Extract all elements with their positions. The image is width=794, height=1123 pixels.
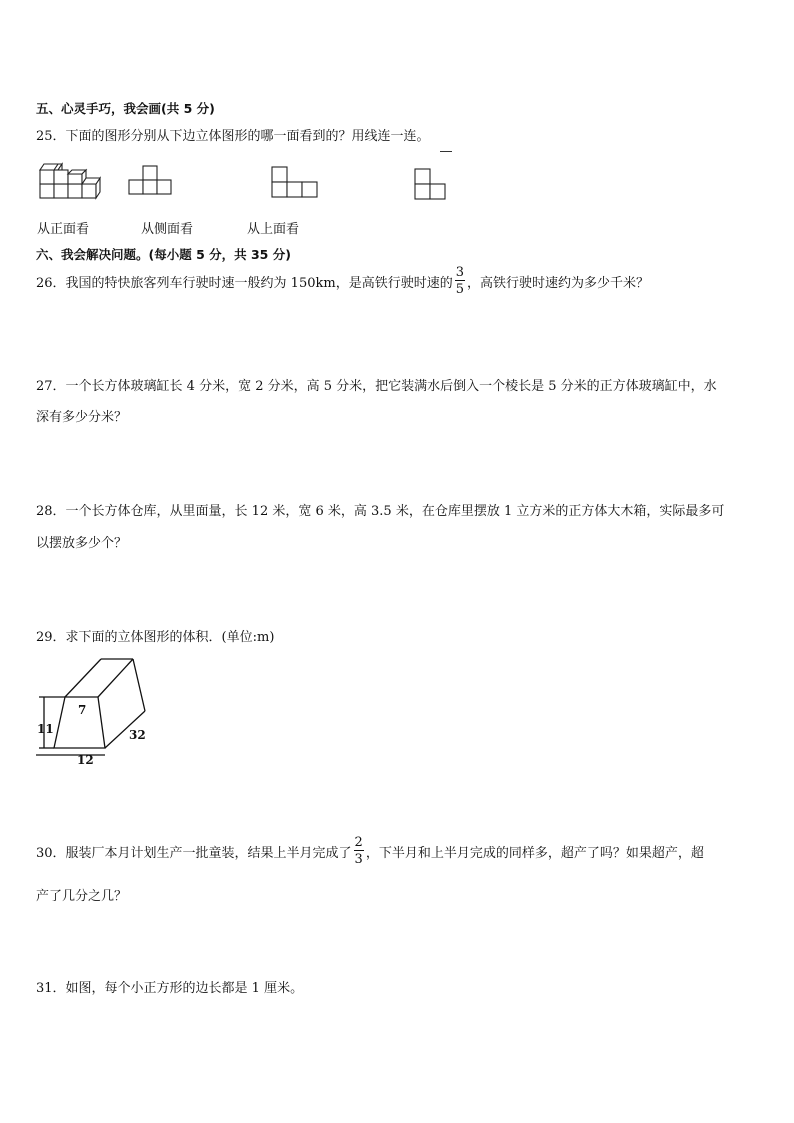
label-side-view: 从侧面看 xyxy=(141,222,194,237)
question-30-text-before: 30．服装厂本月计划生产一批童装，结果上半月完成了 xyxy=(36,845,352,861)
question-26-text-before: 26．我国的特快旅客列车行驶时速一般约为 150km，是高铁行驶时速的 xyxy=(36,275,453,291)
section-six-title: 六、我会解决问题。(每小题 5 分，共 35 分) xyxy=(36,247,291,262)
question-28-line-1: 28．一个长方体仓库，从里面量，长 12 米，宽 6 米，高 3.5 米，在仓库里摆放 1 立方米的正方体大木箱，实际最多可 xyxy=(36,504,725,519)
view-shape-a xyxy=(128,162,176,202)
view-shape-c xyxy=(412,165,452,205)
label-front-view: 从正面看 xyxy=(37,222,90,237)
question-27-line-2: 深有多少分米？ xyxy=(36,410,128,425)
question-27-line-1: 27．一个长方体玻璃缸长 4 分米，宽 2 分米，高 5 分米，把它装满水后倒入一个棱长是 5 分米的正方体玻璃缸中，水 xyxy=(36,379,717,394)
dimension-bottom-12: 12 xyxy=(77,753,94,767)
question-26 xyxy=(36,266,649,296)
dimension-top-7: 7 xyxy=(78,703,87,717)
fraction-denominator: 3 xyxy=(354,852,363,867)
question-30-line-2: 产了几分之几？ xyxy=(36,889,128,904)
dimension-depth-32: 32 xyxy=(129,728,146,742)
section-five-title: 五、心灵手巧，我会画(共 5 分) xyxy=(36,101,215,116)
trapezoid-prism-figure xyxy=(34,652,154,772)
question-25: 25．下面的图形分别从下边立体图形的哪一面看到的？用线连一连。 xyxy=(36,129,430,144)
view-shape-b xyxy=(271,164,323,202)
question-30-text-after: ，下半月和上半月完成的同样多，超产了吗？如果超产，超 xyxy=(365,845,704,861)
stray-mark xyxy=(440,151,452,152)
question-31: 31．如图，每个小正方形的边长都是 1 厘米。 xyxy=(36,981,304,996)
label-top-view: 从上面看 xyxy=(247,222,300,237)
question-29: 29．求下面的立体图形的体积．(单位:m) xyxy=(36,630,275,645)
fraction-numerator: 3 xyxy=(455,265,464,280)
fraction-two-thirds xyxy=(354,836,364,866)
fraction-denominator: 5 xyxy=(455,282,464,297)
question-30 xyxy=(36,836,704,866)
question-26-text-after: ，高铁行驶时速约为多少千米？ xyxy=(466,275,649,291)
dimension-height-11: 11 xyxy=(37,722,54,736)
cube-stack-solid-figure xyxy=(38,160,102,204)
fraction-three-fifths xyxy=(455,266,465,296)
question-28-line-2: 以摆放多少个？ xyxy=(36,536,128,551)
fraction-numerator: 2 xyxy=(354,835,363,850)
